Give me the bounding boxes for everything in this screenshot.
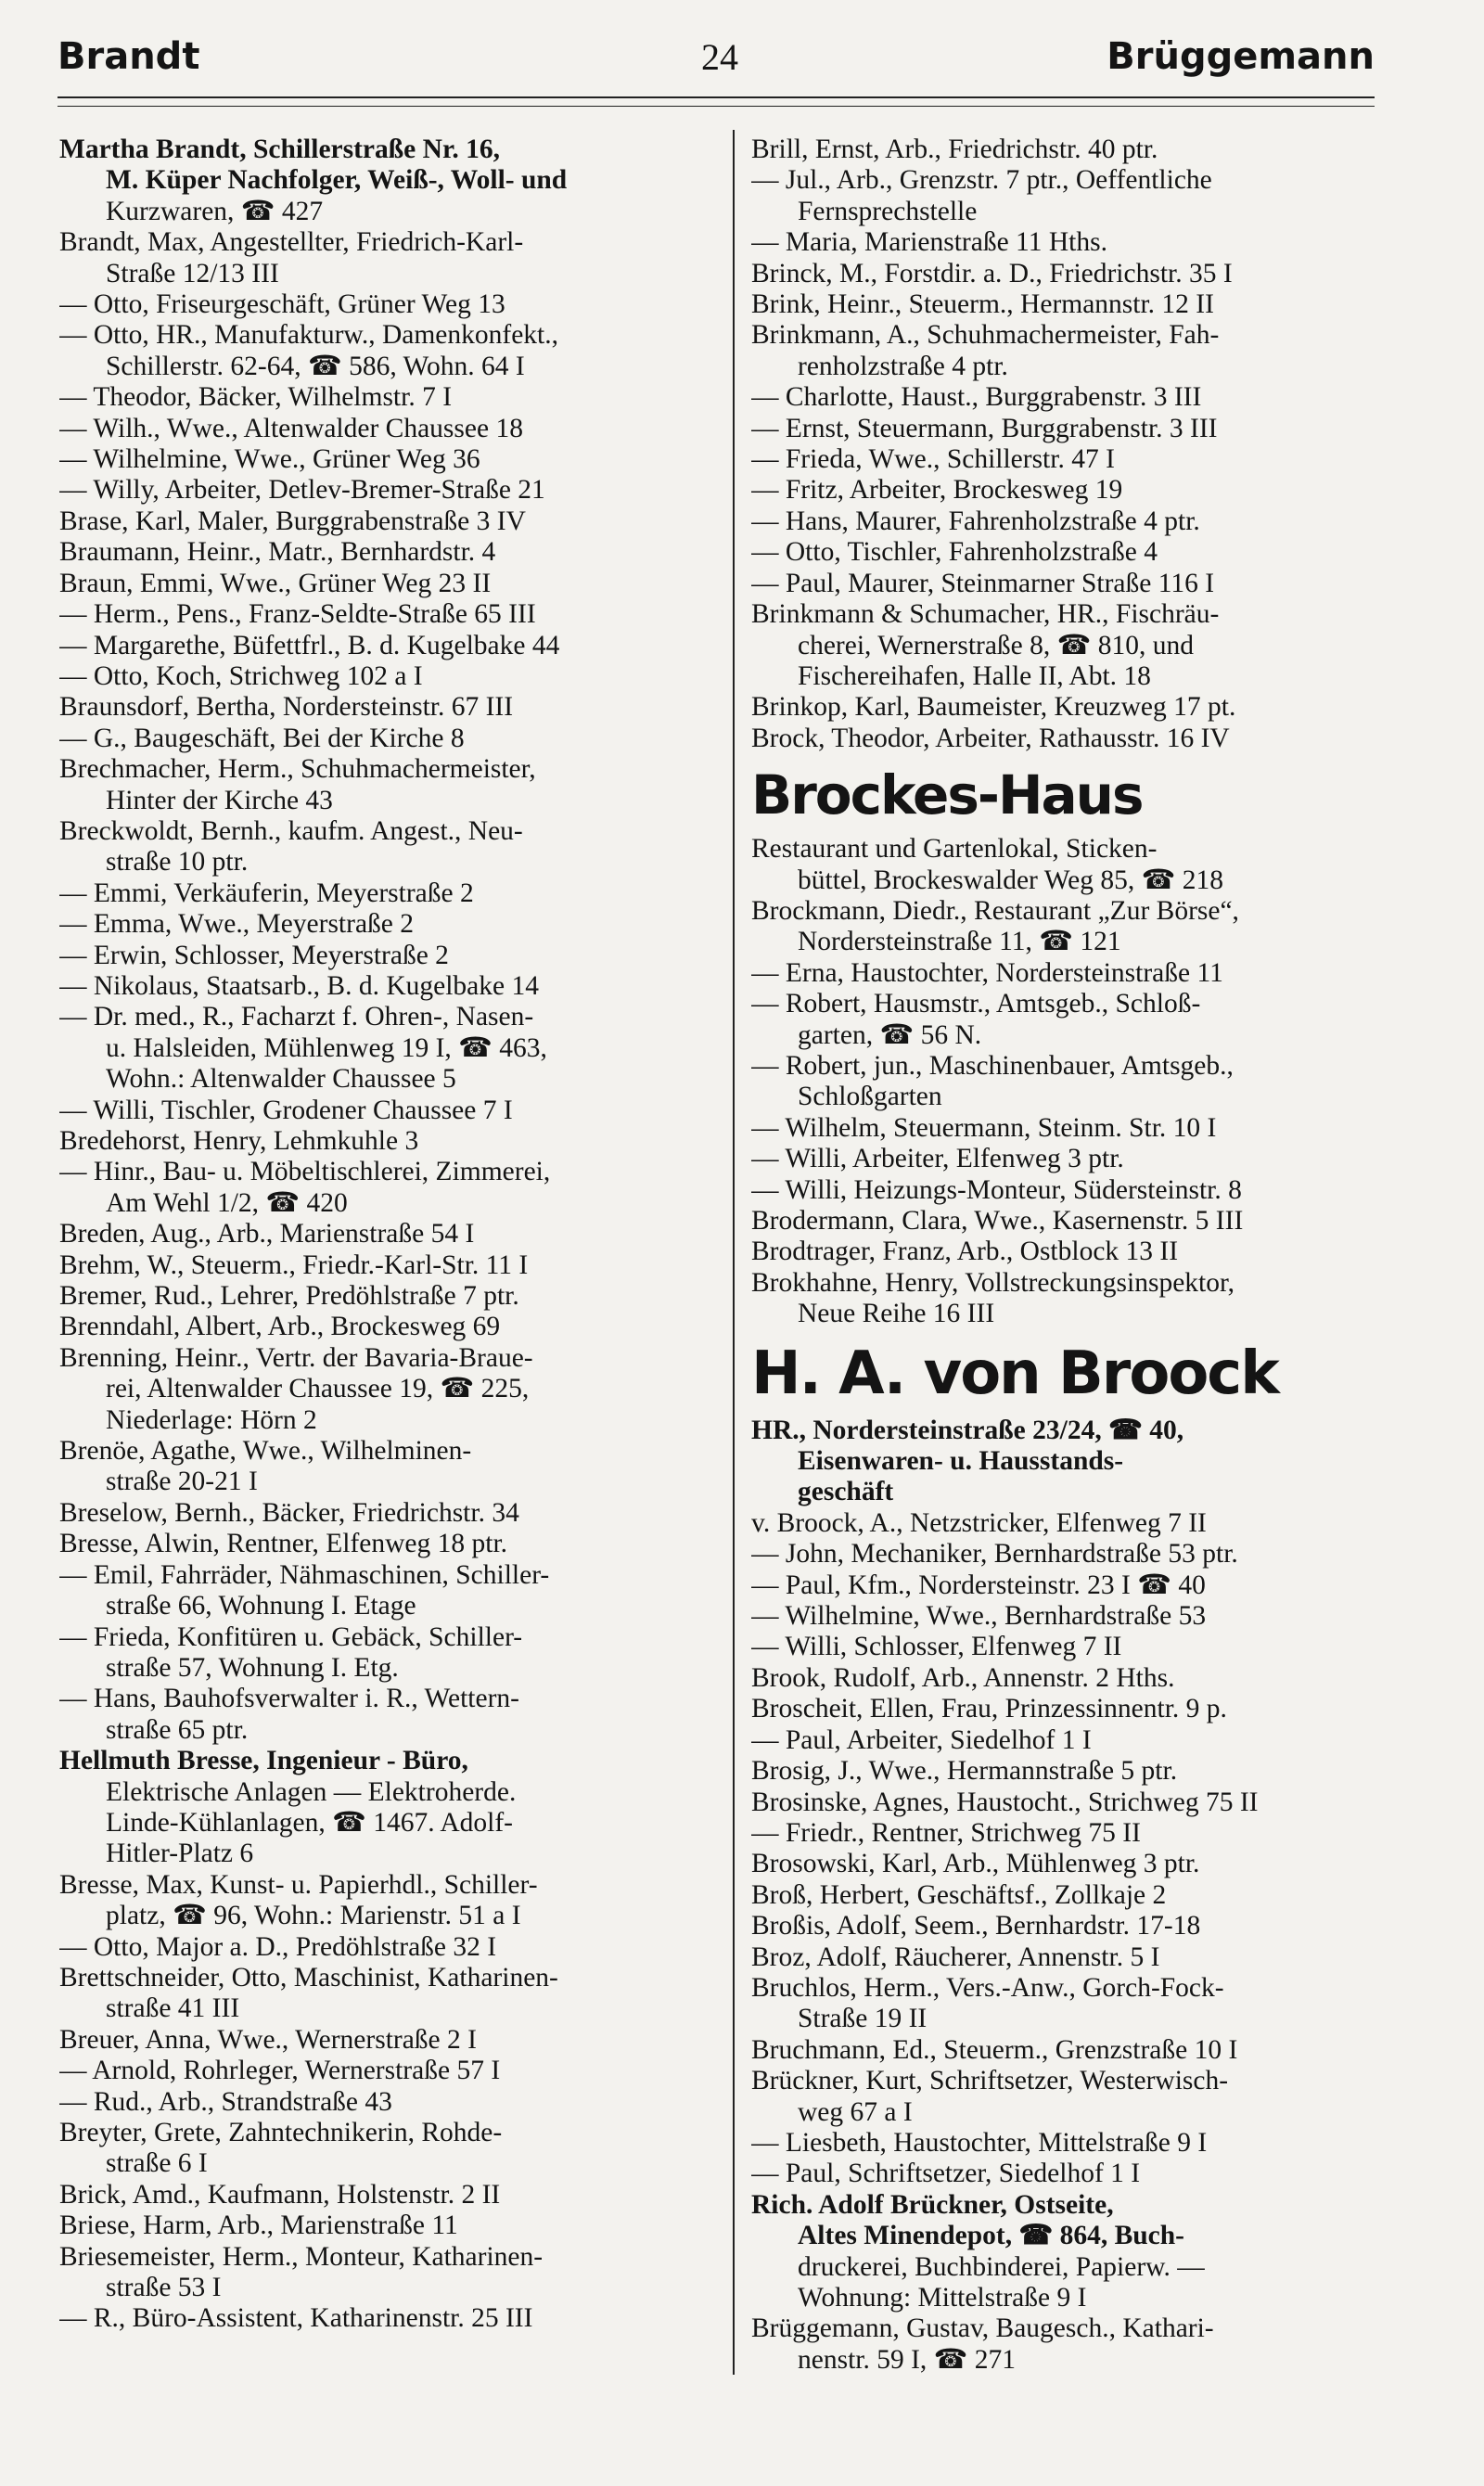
directory-entry xyxy=(751,1973,1412,2035)
entry-line: geschäft xyxy=(798,1477,894,1507)
entry-line: Brenndahl, Albert, Arb., Brockesweg 69 xyxy=(59,1312,501,1342)
entry-line: — Ernst, Steuermann, Burggrabenstr. 3 III xyxy=(751,413,1218,443)
entry-line: Brosig, J., Wwe., Hermannstraße 5 ptr. xyxy=(751,1756,1178,1787)
directory-entry xyxy=(59,2118,720,2180)
entry-line: Neue Reihe 16 III xyxy=(798,1299,995,1329)
entry-line: Bruchmann, Ed., Steuerm., Grenzstraße 10 I xyxy=(751,2034,1238,2065)
directory-entry xyxy=(751,569,1412,599)
entry-line: — Emil, Fahrräder, Nähmaschinen, Schiller- xyxy=(59,1559,550,1590)
directory-entry xyxy=(751,1570,1412,1601)
directory-entry xyxy=(751,2035,1412,2066)
directory-entry xyxy=(59,816,720,878)
directory-entry xyxy=(751,165,1412,227)
entry-line: Brückner, Kurt, Schriftsetzer, Westerwisch- xyxy=(751,2066,1229,2096)
entry-line: Straße 19 II xyxy=(798,2004,928,2034)
directory-entry xyxy=(751,834,1412,896)
directory-entry xyxy=(59,1932,720,1963)
directory-entry xyxy=(59,2056,720,2086)
directory-entry xyxy=(59,909,720,940)
directory-entry xyxy=(59,2180,720,2210)
entry-line: Brokhahne, Henry, Vollstreckungsinspektor, xyxy=(751,1267,1235,1298)
entry-line: — Fritz, Arbeiter, Brockesweg 19 xyxy=(751,475,1123,506)
directory-entry xyxy=(751,289,1412,320)
directory-entry xyxy=(751,1663,1412,1694)
entry-line: — Otto, Major a. D., Predöhlstraße 32 I xyxy=(59,1931,497,1962)
directory-entry xyxy=(751,1113,1412,1144)
entry-line: — Willi, Tischler, Grodener Chaussee 7 I xyxy=(59,1095,513,1125)
entry-line: druckerei, Buchbinderei, Papierw. — xyxy=(798,2251,1205,2282)
page-header xyxy=(0,28,1484,83)
entry-line: — Wilhelmine, Wwe., Grüner Weg 36 xyxy=(59,444,480,475)
entry-line: — R., Büro-Assistent, Katharinenstr. 25 III xyxy=(59,2303,533,2334)
entry-line: — Rud., Arb., Strandstraße 43 xyxy=(59,2086,392,2117)
entry-line: — Theodor, Bäcker, Wilhelmstr. 7 I xyxy=(59,382,453,413)
left-column xyxy=(59,135,720,2335)
entry-line: — G., Baugeschäft, Bei der Kirche 8 xyxy=(59,723,465,753)
directory-entry xyxy=(751,1144,1412,1174)
entry-line: Brinkop, Karl, Baumeister, Kreuzweg 17 pt. xyxy=(751,692,1236,723)
directory-entry xyxy=(751,2066,1412,2128)
entry-line: — Willi, Arbeiter, Elfenweg 3 ptr. xyxy=(751,1144,1124,1174)
entry-line: — Arnold, Rohrleger, Wernerstraße 57 I xyxy=(59,2056,501,2086)
directory-entry xyxy=(751,599,1412,692)
entry-line: Kurzwaren, ☎ 427 xyxy=(106,196,324,226)
entry-line: — Willy, Arbeiter, Detlev-Bremer-Straße 21 xyxy=(59,475,545,506)
entry-line: Briese, Harm, Arb., Marienstraße 11 xyxy=(59,2210,458,2241)
entry-line: Brink, Heinr., Steuerm., Hermannstr. 12 II xyxy=(751,289,1214,320)
directory-entry xyxy=(751,475,1412,506)
entry-line: — Willi, Heizungs-Monteur, Südersteinstr. 8 xyxy=(751,1174,1242,1205)
entry-line: v. Broock, A., Netzstricker, Elfenweg 7 II xyxy=(751,1507,1207,1538)
directory-entry xyxy=(751,1632,1412,1662)
directory-entry xyxy=(751,1880,1412,1911)
header-rule-thick xyxy=(58,96,1375,98)
entry-line: — Wilhelm, Steuermann, Steinm. Str. 10 I xyxy=(751,1112,1217,1143)
entry-line: Brodermann, Clara, Wwe., Kasernenstr. 5 III xyxy=(751,1206,1244,1236)
entry-line: cherei, Wernerstraße 8, ☎ 810, und xyxy=(798,630,1195,660)
directory-entry xyxy=(751,135,1412,165)
entry-line: — Wilhelmine, Wwe., Bernhardstraße 53 xyxy=(751,1601,1207,1632)
directory-entry xyxy=(59,475,720,506)
entry-line: — Emma, Wwe., Meyerstraße 2 xyxy=(59,909,415,940)
display-heading: Brockes-Haus xyxy=(751,763,1143,827)
entry-line: Altes Minendepot, ☎ 864, Buch- xyxy=(798,2221,1184,2251)
entry-line: — Friedr., Rentner, Strichweg 75 II xyxy=(751,1817,1141,1848)
entry-line: Restaurant und Gartenlokal, Sticken- xyxy=(751,834,1158,865)
directory-entry xyxy=(59,599,720,630)
directory-entry xyxy=(751,1911,1412,1941)
entry-line: — John, Mechaniker, Bernhardstraße 53 ptr. xyxy=(751,1539,1238,1570)
directory-entry xyxy=(59,414,720,444)
directory-entry xyxy=(751,1268,1412,1330)
entry-line: Brosowski, Karl, Arb., Mühlenweg 3 ptr. xyxy=(751,1849,1200,1879)
entry-line: renholzstraße 4 ptr. xyxy=(798,351,1008,381)
directory-entry xyxy=(59,2303,720,2334)
entry-line: — Erwin, Schlosser, Meyerstraße 2 xyxy=(59,940,449,970)
entry-line: Niederlage: Hörn 2 xyxy=(106,1404,317,1435)
entry-line: straße 57, Wohnung I. Etg. xyxy=(106,1652,399,1683)
directory-entry xyxy=(59,971,720,1002)
entry-line: Brosinske, Agnes, Haustocht., Strichweg 75 II xyxy=(751,1787,1259,1817)
entry-line: straße 6 I xyxy=(106,2148,208,2179)
directory-entry xyxy=(59,382,720,413)
directory-entry xyxy=(751,1508,1412,1539)
directory-entry xyxy=(59,1002,720,1095)
entry-line: Straße 12/13 III xyxy=(106,258,279,288)
directory-entry xyxy=(751,382,1412,413)
directory-entry xyxy=(59,289,720,320)
directory-entry xyxy=(59,1529,720,1559)
directory-entry xyxy=(59,2087,720,2118)
entry-line: — Robert, jun., Maschinenbauer, Amtsgeb., xyxy=(751,1050,1234,1081)
entry-line: — Paul, Arbeiter, Siedelhof 1 I xyxy=(751,1724,1092,1755)
directory-entry xyxy=(59,2025,720,2056)
directory-entry xyxy=(751,2313,1412,2376)
entry-line: — Otto, Friseurgeschäft, Grüner Weg 13 xyxy=(59,289,505,320)
header-first-name: Brandt xyxy=(58,35,200,78)
entry-line: Breselow, Bernh., Bäcker, Friedrichstr. 34 xyxy=(59,1497,519,1528)
entry-line: Braunsdorf, Bertha, Nordersteinstr. 67 III xyxy=(59,692,514,723)
entry-line: — Charlotte, Haust., Burggrabenstr. 3 III xyxy=(751,382,1202,413)
entry-line: straße 66, Wohnung I. Etage xyxy=(106,1591,416,1621)
display-heading: H. A. von Broock xyxy=(751,1339,1278,1408)
entry-line: Rich. Adolf Brückner, Ostseite, xyxy=(751,2189,1114,2220)
directory-entry xyxy=(751,444,1412,475)
directory-entry xyxy=(751,1694,1412,1724)
directory-entry xyxy=(751,1051,1412,1113)
directory-entry xyxy=(59,1312,720,1342)
directory-entry xyxy=(59,227,720,289)
directory-entry xyxy=(751,259,1412,289)
entry-line: u. Halsleiden, Mühlenweg 19 I, ☎ 463, xyxy=(106,1032,547,1063)
entry-line: — Paul, Maurer, Steinmarner Straße 116 I xyxy=(751,568,1215,598)
entry-line: Bresse, Max, Kunst- u. Papierhdl., Schiller- xyxy=(59,1869,538,1900)
entry-line: Brenning, Heinr., Vertr. der Bavaria-Braue- xyxy=(59,1342,533,1373)
directory-entry xyxy=(59,1157,720,1219)
entry-line: Fernsprechstelle xyxy=(798,196,978,226)
entry-line: Breyter, Grete, Zahntechnikerin, Rohde- xyxy=(59,2118,503,2147)
directory-entry xyxy=(59,1498,720,1529)
entry-line: Brase, Karl, Maler, Burggrabenstraße 3 IV xyxy=(59,506,526,536)
entry-line: weg 67 a I xyxy=(798,2096,913,2127)
directory-entry xyxy=(751,989,1412,1051)
directory-entry xyxy=(59,1622,720,1685)
entry-line: straße 20-21 I xyxy=(106,1467,258,1497)
entry-line: — Liesbeth, Haustochter, Mittelstraße 9 I xyxy=(751,2127,1208,2158)
directory-entry xyxy=(59,506,720,537)
entry-line: — Margarethe, Büfettfrl., B. d. Kugelbake 44 xyxy=(59,630,560,660)
entry-line: Broßis, Adolf, Seem., Bernhardstr. 17-18 xyxy=(751,1911,1201,1941)
entry-line: Linde-Kühlanlagen, ☎ 1467. Adolf- xyxy=(106,1807,513,1838)
entry-line: Bredehorst, Henry, Lehmkuhle 3 xyxy=(59,1126,419,1156)
directory-entry xyxy=(59,1281,720,1312)
header-last-name: Brüggemann xyxy=(1107,35,1375,78)
entry-line: — Dr. med., R., Facharzt f. Ohren-, Nasen- xyxy=(59,1002,534,1032)
directory-entry xyxy=(59,1250,720,1281)
entry-line: — Frieda, Wwe., Schillerstr. 47 I xyxy=(751,444,1115,475)
entry-line: Broz, Adolf, Räucherer, Annenstr. 5 I xyxy=(751,1941,1160,1972)
directory-entry xyxy=(59,2242,720,2304)
directory-entry xyxy=(751,1788,1412,1818)
entry-line: straße 65 ptr. xyxy=(106,1714,249,1745)
page-number: 24 xyxy=(701,36,738,78)
entry-line: rei, Altenwalder Chaussee 19, ☎ 225, xyxy=(106,1374,530,1404)
directory-entry xyxy=(59,1343,720,1436)
directory-entry xyxy=(59,754,720,816)
directory-entry xyxy=(59,444,720,475)
directory-entry xyxy=(59,569,720,599)
directory-entry xyxy=(59,537,720,568)
entry-line: Brechmacher, Herm., Schuhmachermeister, xyxy=(59,754,536,785)
entry-line: — Paul, Kfm., Nordersteinstr. 23 I ☎ 40 xyxy=(751,1570,1206,1600)
entry-line: — Otto, HR., Manufakturw., Damenkonfekt., xyxy=(59,320,559,351)
entry-line: Brock, Theodor, Arbeiter, Rathausstr. 16 IV xyxy=(751,723,1230,753)
entry-line: Brettschneider, Otto, Maschinist, Katharinen- xyxy=(59,1962,558,1993)
directory-entry xyxy=(751,1416,1412,1508)
directory-entry xyxy=(59,320,720,382)
entry-line: Brockmann, Diedr., Restaurant „Zur Börse“, xyxy=(751,895,1239,926)
entry-line: Braumann, Heinr., Matr., Bernhardstr. 4 xyxy=(59,537,496,568)
directory-entry xyxy=(59,1560,720,1622)
entry-line: nenstr. 59 I, ☎ 271 xyxy=(798,2344,1017,2375)
directory-entry xyxy=(751,1206,1412,1237)
directory-entry xyxy=(751,1725,1412,1756)
entry-line: — Erna, Haustochter, Nordersteinstraße 11 xyxy=(751,957,1223,988)
entry-line: Brandt, Max, Angestellter, Friedrich-Karl- xyxy=(59,227,524,258)
entry-line: — Jul., Arb., Grenzstr. 7 ptr., Oeffentliche xyxy=(751,165,1212,196)
directory-entry xyxy=(751,896,1412,958)
directory-entry xyxy=(59,941,720,971)
entry-line: Hellmuth Bresse, Ingenieur - Büro, xyxy=(59,1746,468,1776)
directory-entry xyxy=(751,1237,1412,1267)
header-rule-thin xyxy=(58,106,1375,107)
entry-line: Bresse, Alwin, Rentner, Elfenweg 18 ptr. xyxy=(59,1529,508,1559)
entry-line: Bremer, Rud., Lehrer, Predöhlstraße 7 ptr. xyxy=(59,1281,519,1312)
right-column xyxy=(751,135,1412,2376)
entry-line: — Wilh., Wwe., Altenwalder Chaussee 18 xyxy=(59,413,523,443)
directory-entry xyxy=(751,320,1412,382)
directory-entry xyxy=(59,724,720,754)
entry-line: Breuer, Anna, Wwe., Wernerstraße 2 I xyxy=(59,2024,477,2055)
directory-entry xyxy=(751,2190,1412,2314)
entry-line: Brenöe, Agathe, Wwe., Wilhelminen- xyxy=(59,1436,472,1467)
directory-entry xyxy=(751,227,1412,258)
entry-line: Broscheit, Ellen, Frau, Prinzessinnentr. 9 p. xyxy=(751,1694,1227,1724)
entry-line: — Nikolaus, Staatsarb., B. d. Kugelbake 14 xyxy=(59,970,539,1001)
directory-entry xyxy=(59,1870,720,1932)
directory-entry xyxy=(59,692,720,723)
directory-entry xyxy=(751,1539,1412,1570)
entry-line: Martha Brandt, Schillerstraße Nr. 16, xyxy=(59,135,500,164)
entry-line: — Robert, Hausmstr., Amtsgeb., Schloß- xyxy=(751,989,1201,1019)
entry-line: Eisenwaren- u. Hausstands- xyxy=(798,1446,1124,1477)
column-divider xyxy=(733,130,735,2375)
entry-line: — Otto, Tischler, Fahrenholzstraße 4 xyxy=(751,537,1158,568)
directory-entry xyxy=(751,1849,1412,1879)
entry-line: garten, ☎ 56 N. xyxy=(798,1019,982,1050)
directory-entry xyxy=(59,1096,720,1126)
directory-entry xyxy=(59,1684,720,1746)
entry-line: Briesemeister, Herm., Monteur, Katharinen- xyxy=(59,2241,544,2272)
entry-line: Breckwoldt, Bernh., kaufm. Angest., Neu- xyxy=(59,815,523,846)
directory-entry xyxy=(751,1942,1412,1973)
entry-line: Elektrische Anlagen — Elektroherde. xyxy=(106,1776,517,1807)
entry-line: Bruchlos, Herm., Vers.-Anw., Gorch-Fock- xyxy=(751,1972,1224,2003)
entry-line: Brook, Rudolf, Arb., Annenstr. 2 Hths. xyxy=(751,1662,1175,1693)
entry-line: Wohnung: Mittelstraße 9 I xyxy=(798,2283,1087,2313)
directory-entry xyxy=(59,1126,720,1157)
entry-line: — Willi, Schlosser, Elfenweg 7 II xyxy=(751,1632,1122,1662)
entry-line: — Herm., Pens., Franz-Seldte-Straße 65 III xyxy=(59,599,536,630)
directory-entry xyxy=(59,661,720,692)
directory-entry xyxy=(751,506,1412,537)
entry-line: Wohn.: Altenwalder Chaussee 5 xyxy=(106,1064,456,1095)
directory-entry xyxy=(59,1436,720,1498)
entry-line: Brodtrager, Franz, Arb., Ostblock 13 II xyxy=(751,1237,1179,1267)
entry-line: Brick, Amd., Kaufmann, Holstenstr. 2 II xyxy=(59,2179,501,2210)
directory-entry xyxy=(751,2128,1412,2159)
entry-line: Nordersteinstraße 11, ☎ 121 xyxy=(798,927,1121,957)
entry-line: straße 10 ptr. xyxy=(106,847,249,878)
entry-line: Braun, Emmi, Wwe., Grüner Weg 23 II xyxy=(59,568,492,598)
entry-line: Schloßgarten xyxy=(798,1082,942,1112)
entry-line: Hinter der Kirche 43 xyxy=(106,785,333,815)
directory-entry xyxy=(59,878,720,909)
directory-entry xyxy=(59,1963,720,2025)
entry-line: Schillerstr. 62-64, ☎ 586, Wohn. 64 I xyxy=(106,351,525,381)
entry-line: — Hans, Maurer, Fahrenholzstraße 4 ptr. xyxy=(751,506,1200,536)
entry-line: — Otto, Koch, Strichweg 102 a I xyxy=(59,660,423,691)
directory-entry xyxy=(751,692,1412,723)
entry-line: Fischereihafen, Halle II, Abt. 18 xyxy=(798,660,1151,691)
directory-entry xyxy=(751,1756,1412,1787)
directory-entry xyxy=(59,1746,720,1870)
directory-entry xyxy=(751,2159,1412,2189)
directory-entry xyxy=(751,537,1412,568)
entry-line: Brehm, W., Steuerm., Friedr.-Karl-Str. 11 I xyxy=(59,1249,529,1280)
entry-line: Broß, Herbert, Geschäftsf., Zollkaje 2 xyxy=(751,1879,1167,1910)
entry-line: — Hinr., Bau- u. Möbeltischlerei, Zimmerei, xyxy=(59,1157,551,1187)
directory-entry xyxy=(59,631,720,661)
entry-line: Am Wehl 1/2, ☎ 420 xyxy=(106,1187,348,1218)
entry-line: — Maria, Marienstraße 11 Hths. xyxy=(751,227,1107,258)
entry-line: HR., Nordersteinstraße 23/24, ☎ 40, xyxy=(751,1415,1184,1445)
directory-entry xyxy=(751,724,1412,754)
entry-line: M. Küper Nachfolger, Weiß-, Woll- und xyxy=(106,165,568,196)
directory-entry xyxy=(751,1601,1412,1632)
entry-line: Brinkmann & Schumacher, HR., Fischräu- xyxy=(751,599,1220,630)
directory-entry xyxy=(751,414,1412,444)
directory-entry xyxy=(59,2210,720,2241)
directory-entry xyxy=(59,135,720,227)
entry-line: Brüggemann, Gustav, Baugesch., Kathari- xyxy=(751,2313,1214,2344)
entry-line: platz, ☎ 96, Wohn.: Marienstr. 51 a I xyxy=(106,1901,521,1931)
directory-entry xyxy=(751,1175,1412,1206)
entry-line: — Hans, Bauhofsverwalter i. R., Wettern- xyxy=(59,1684,519,1714)
directory-entry xyxy=(59,1219,720,1249)
entry-line: — Frieda, Konfitüren u. Gebäck, Schiller- xyxy=(59,1621,523,1652)
entry-line: straße 53 I xyxy=(106,2273,222,2303)
entry-line: — Emmi, Verkäuferin, Meyerstraße 2 xyxy=(59,878,474,908)
entry-line: büttel, Brockeswalder Weg 85, ☎ 218 xyxy=(798,865,1224,895)
entry-line: Brill, Ernst, Arb., Friedrichstr. 40 ptr. xyxy=(751,135,1158,164)
entry-line: Brinkmann, A., Schuhmachermeister, Fah- xyxy=(751,320,1220,351)
entry-line: Breden, Aug., Arb., Marienstraße 54 I xyxy=(59,1219,475,1249)
directory-entry xyxy=(751,958,1412,989)
entry-line: Brinck, M., Forstdir. a. D., Friedrichstr. 35 I xyxy=(751,258,1233,288)
directory-entry xyxy=(751,1818,1412,1849)
entry-line: Hitler-Platz 6 xyxy=(106,1839,254,1869)
entry-line: straße 41 III xyxy=(106,1993,240,2024)
entry-line: — Paul, Schriftsetzer, Siedelhof 1 I xyxy=(751,2159,1141,2189)
